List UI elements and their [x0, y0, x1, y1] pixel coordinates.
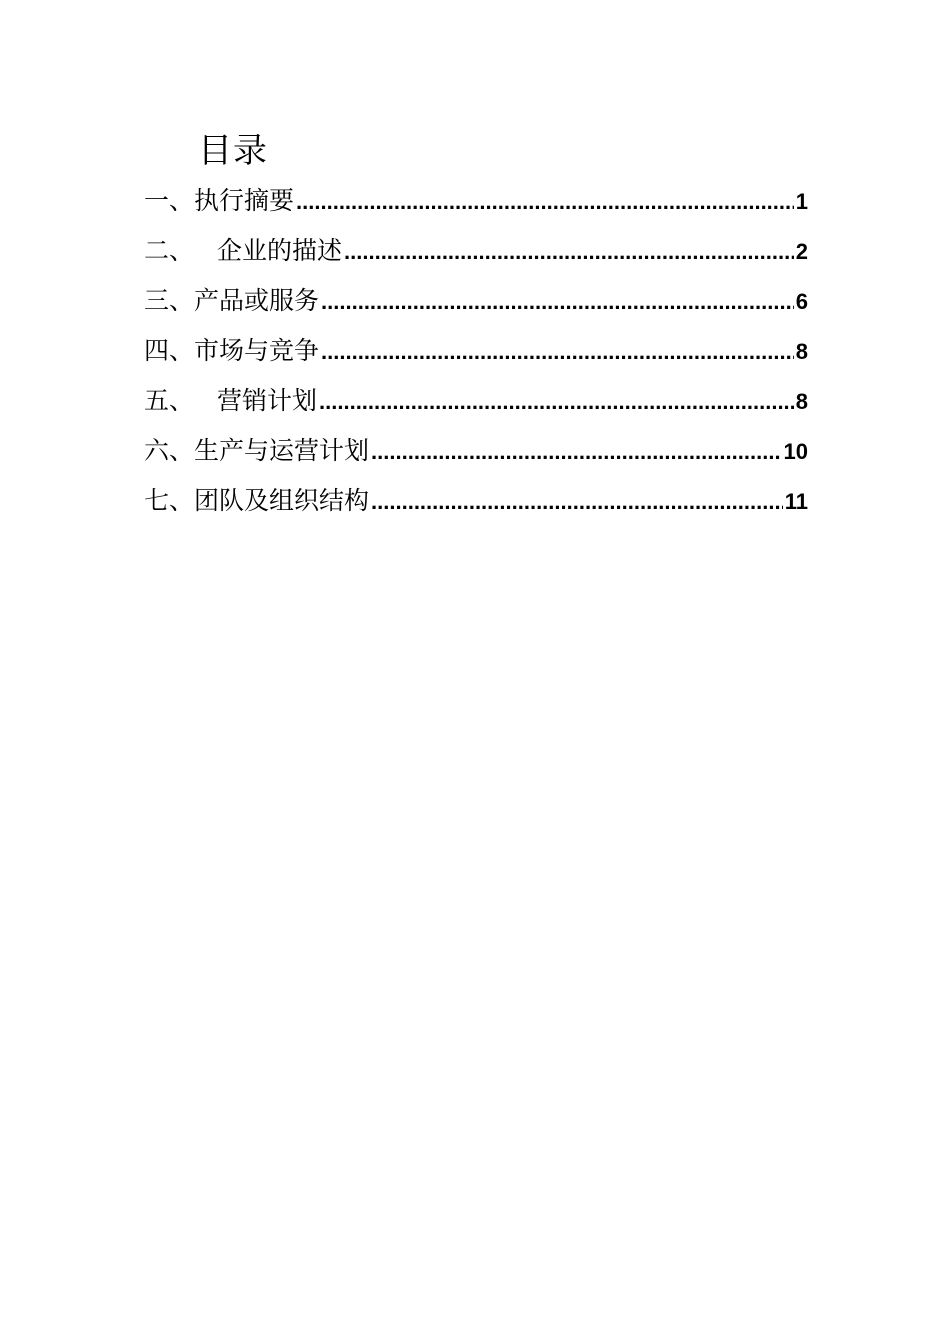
toc-entry-number: 五、	[144, 386, 195, 415]
toc-entry-page: 8	[795, 339, 808, 364]
toc-entry-page: 2	[795, 239, 808, 264]
toc-dot-leader	[371, 427, 781, 477]
toc-entry[interactable]	[144, 176, 808, 226]
toc-entry-page: 10	[783, 439, 808, 464]
toc-entry[interactable]	[144, 276, 808, 326]
table-of-contents	[144, 176, 808, 526]
toc-entry-number: 三、	[144, 286, 195, 315]
toc-entry-page: 11	[784, 489, 808, 514]
toc-entry[interactable]	[144, 326, 808, 376]
toc-entry-page: 8	[795, 389, 808, 414]
toc-dot-leader	[371, 477, 783, 527]
toc-entry-text: 产品或服务	[194, 286, 320, 315]
toc-entry-page: 6	[795, 289, 808, 314]
toc-entry-number: 七、	[144, 486, 195, 515]
toc-entry-number: 一、	[144, 186, 195, 215]
toc-entry-number: 二、	[144, 236, 195, 265]
toc-dot-leader	[319, 377, 794, 427]
toc-dot-leader	[344, 227, 794, 277]
toc-entry[interactable]	[144, 426, 808, 476]
toc-entry-number: 四、	[144, 336, 195, 365]
toc-entry[interactable]	[144, 226, 808, 276]
toc-entry-text: 营销计划	[217, 386, 318, 415]
toc-entry-text: 企业的描述	[217, 236, 343, 265]
toc-entry-page: 1	[795, 189, 808, 214]
toc-entry-text: 市场与竞争	[194, 336, 320, 365]
toc-entry-text: 生产与运营计划	[194, 436, 370, 465]
toc-entry[interactable]	[144, 476, 808, 526]
toc-dot-leader	[296, 177, 794, 227]
toc-entry[interactable]	[144, 376, 808, 426]
toc-title: 目录	[198, 131, 268, 171]
toc-entry-number: 六、	[144, 436, 195, 465]
toc-dot-leader	[321, 327, 794, 377]
toc-dot-leader	[321, 277, 794, 327]
toc-entry-text: 团队及组织结构	[194, 486, 370, 515]
toc-entry-text: 执行摘要	[194, 186, 295, 215]
